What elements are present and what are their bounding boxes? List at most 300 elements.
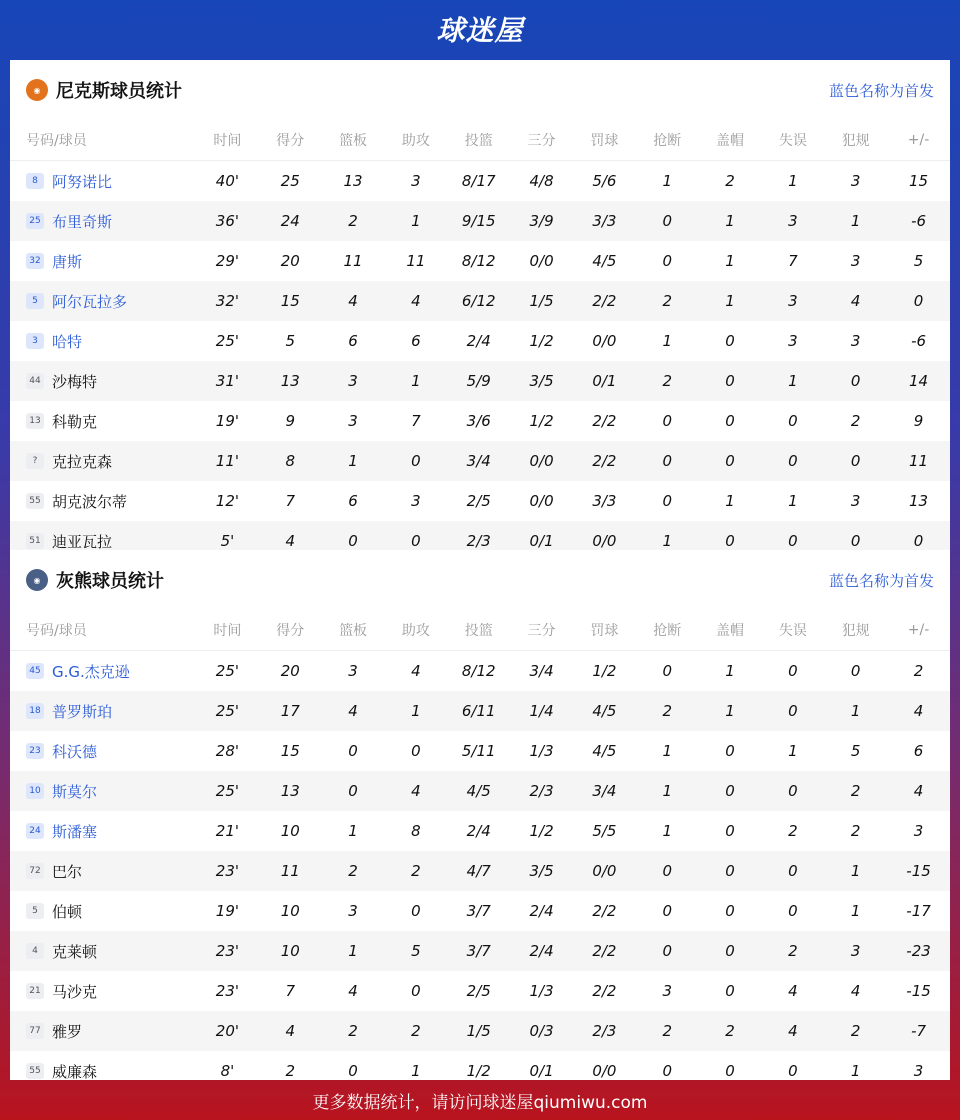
table-row: [10, 771, 950, 811]
stat-cell: 1: [725, 252, 735, 270]
stat-cell: 0: [699, 851, 762, 891]
stat-cell: 0: [887, 281, 950, 321]
column-header: 盖帽: [699, 610, 762, 651]
table-row: [10, 201, 950, 241]
column-header: 失误: [761, 610, 824, 651]
stat-cell: 5/9: [447, 361, 510, 401]
stat-cell: 23': [196, 931, 259, 971]
stat-cell: 2/2: [592, 982, 617, 1000]
stat-cell: 0: [725, 902, 735, 920]
stat-cell: 2: [761, 931, 824, 971]
column-header: 时间: [196, 610, 259, 651]
stat-cell: 3: [850, 492, 861, 510]
column-header: 抢断: [636, 610, 699, 651]
stat-cell: 15: [280, 742, 300, 760]
player-cell: [10, 481, 196, 521]
stat-cell: 0/0: [529, 252, 554, 270]
stat-cell: 3: [850, 172, 861, 190]
stat-cell: 4: [761, 1011, 824, 1051]
jersey-number: 3: [26, 333, 44, 349]
jersey-number: 23: [26, 743, 44, 759]
jersey-number: 55: [26, 1063, 44, 1079]
stat-cell: 0: [824, 441, 887, 481]
stat-cell: 29': [215, 252, 240, 270]
jersey-number: 13: [26, 413, 44, 429]
jersey-number: 5: [26, 903, 44, 919]
stat-cell: 5/11: [461, 742, 496, 760]
player-cell: [10, 811, 196, 851]
stat-cell: 14: [887, 361, 950, 401]
footer-link[interactable]: 更多数据统计，请访问球迷屋qiumiwu.com: [312, 1092, 648, 1113]
stat-cell: 11: [259, 851, 322, 891]
jersey-number: 10: [26, 783, 44, 799]
stat-cell: 3: [850, 332, 861, 350]
stat-cell: 11': [196, 441, 259, 481]
column-header: 盖帽: [699, 120, 762, 161]
column-header: 罚球: [573, 120, 636, 161]
stat-cell: 31': [196, 361, 259, 401]
column-header: 罚球: [573, 610, 636, 651]
jersey-number: ?: [26, 453, 44, 469]
player-cell: [10, 441, 196, 481]
stat-cell: 1: [662, 742, 672, 760]
stat-cell: 0: [824, 521, 887, 561]
stat-cell: 2: [824, 1011, 887, 1051]
stat-cell: 2: [850, 822, 861, 840]
stat-cell: 11: [343, 252, 363, 270]
table-row: [10, 731, 950, 771]
table-row: [10, 971, 950, 1011]
stat-cell: 0/0: [592, 1062, 617, 1080]
player-cell: [10, 281, 196, 321]
stat-cell: 4/5: [447, 771, 510, 811]
stat-cell: 20: [280, 252, 300, 270]
stat-cell: 11: [887, 441, 950, 481]
stat-cell: 2/3: [510, 771, 573, 811]
column-header: 抢断: [636, 120, 699, 161]
player-name[interactable]: 科勒克: [52, 412, 98, 431]
stat-cell: 3: [824, 931, 887, 971]
stat-cell: 3: [348, 902, 358, 920]
player-cell: [10, 731, 196, 771]
stat-cell: 3/3: [573, 201, 636, 241]
stat-cell: 2/4: [510, 931, 573, 971]
stat-cell: 6: [913, 742, 924, 760]
panel-header: [10, 550, 950, 610]
stat-cell: 1: [636, 521, 699, 561]
stat-cell: 4/8: [529, 172, 554, 190]
player-cell: [10, 851, 196, 891]
stat-cell: 1: [699, 281, 762, 321]
jersey-number: 72: [26, 863, 44, 879]
jersey-number: 51: [26, 533, 44, 549]
stat-cell: 1: [824, 851, 887, 891]
stat-cell: 20: [280, 662, 300, 680]
stat-cell: 5: [384, 931, 447, 971]
stat-cell: 1: [725, 662, 735, 680]
column-header: 篮板: [322, 610, 385, 651]
stat-cell: -17: [906, 902, 931, 920]
player-cell: [10, 241, 196, 281]
stat-cell: 3: [322, 361, 385, 401]
panel-header: [10, 60, 950, 120]
player-cell: [10, 361, 196, 401]
stat-cell: -15: [887, 851, 950, 891]
stat-cell: 1: [824, 201, 887, 241]
stat-cell: 4: [259, 521, 322, 561]
stat-cell: 2: [725, 172, 735, 190]
stat-cell: 1/3: [529, 742, 554, 760]
stat-cell: 2/2: [592, 902, 617, 920]
player-stats-table: [10, 120, 950, 561]
stat-cell: 10: [280, 902, 300, 920]
stat-cell: 0: [322, 521, 385, 561]
stat-cell: 2/4: [529, 902, 554, 920]
stat-cell: 0: [788, 412, 798, 430]
stat-cell: 0: [725, 412, 735, 430]
player-name[interactable]: 斯潘塞: [52, 822, 98, 841]
stat-cell: 1/5: [510, 281, 573, 321]
stat-cell: 0: [411, 982, 421, 1000]
stat-cell: 25': [196, 771, 259, 811]
stat-cell: 6/12: [447, 281, 510, 321]
stat-cell: 40': [215, 172, 240, 190]
stat-cell: 0: [699, 771, 762, 811]
table-row: [10, 931, 950, 971]
table-row: [10, 811, 950, 851]
player-name[interactable]: 伯顿: [52, 902, 83, 921]
player-name[interactable]: 沙梅特: [52, 372, 98, 391]
stat-cell: 1/2: [529, 332, 554, 350]
table-row: [10, 401, 950, 441]
stat-cell: 0: [636, 201, 699, 241]
stat-cell: 3: [761, 201, 824, 241]
stat-cell: 1: [662, 172, 672, 190]
stat-cell: 2/5: [466, 492, 491, 510]
column-header: 号码/球员: [10, 120, 196, 161]
player-name[interactable]: 唐斯: [52, 252, 83, 271]
jersey-number: 8: [26, 173, 44, 189]
stat-cell: 1: [850, 902, 861, 920]
stat-cell: -7: [887, 1011, 950, 1051]
stat-cell: 0: [887, 521, 950, 561]
player-cell: [10, 201, 196, 241]
stat-cell: 2/4: [466, 822, 491, 840]
jersey-number: 45: [26, 663, 44, 679]
stat-cell: 1: [411, 1062, 421, 1080]
stat-cell: 4/7: [447, 851, 510, 891]
stat-cell: 2: [850, 412, 861, 430]
stat-cell: 6: [411, 332, 421, 350]
table-row: [10, 281, 950, 321]
stat-cell: 0: [725, 742, 735, 760]
stat-cell: 3: [348, 412, 358, 430]
stat-cell: 1: [824, 691, 887, 731]
stat-cell: 0: [348, 742, 358, 760]
stat-cell: 2: [699, 1011, 762, 1051]
player-name[interactable]: 布里奇斯: [52, 212, 113, 231]
stat-cell: 0/3: [510, 1011, 573, 1051]
column-header: 得分: [259, 610, 322, 651]
stat-cell: 0: [725, 982, 735, 1000]
stat-cell: 0: [636, 441, 699, 481]
stat-cell: 2/2: [592, 412, 617, 430]
stat-cell: 12': [215, 492, 240, 510]
stat-cell: 13: [259, 771, 322, 811]
stat-cell: 0: [384, 441, 447, 481]
stat-cell: 2: [322, 851, 385, 891]
player-cell: [10, 1011, 196, 1051]
team-title: 灰熊球员统计: [56, 571, 164, 592]
stat-cell: 2: [322, 1011, 385, 1051]
stat-cell: 13: [259, 361, 322, 401]
stat-cell: 4: [850, 982, 861, 1000]
stat-cell: 0: [761, 521, 824, 561]
table-row: [10, 361, 950, 401]
stat-cell: 1/4: [510, 691, 573, 731]
stat-cell: -6: [911, 332, 927, 350]
stat-cell: 7: [411, 412, 421, 430]
stat-cell: 5/5: [592, 822, 617, 840]
stat-cell: 2/5: [466, 982, 491, 1000]
stat-cell: 0: [384, 521, 447, 561]
table-row: [10, 851, 950, 891]
jersey-number: 21: [26, 983, 44, 999]
stat-cell: -6: [887, 201, 950, 241]
stat-cell: 8': [220, 1062, 235, 1080]
stat-cell: 0: [662, 662, 672, 680]
player-name[interactable]: G.G.杰克逊: [52, 662, 130, 681]
column-header: 助攻: [384, 610, 447, 651]
player-name[interactable]: 巴尔: [52, 862, 83, 881]
player-cell: [10, 691, 196, 731]
player-name[interactable]: 克拉克森: [52, 452, 113, 471]
stat-cell: 15: [259, 281, 322, 321]
stat-cell: 0: [662, 252, 672, 270]
stat-cell: 19': [215, 902, 240, 920]
stat-cell: 0: [725, 332, 735, 350]
stat-cell: 5': [196, 521, 259, 561]
player-name[interactable]: 普罗斯珀: [52, 702, 113, 721]
stat-cell: 8/12: [461, 252, 496, 270]
stat-cell: 0/1: [529, 1062, 554, 1080]
stat-cell: 1: [699, 691, 762, 731]
player-cell: [10, 931, 196, 971]
column-header: 助攻: [384, 120, 447, 161]
stat-cell: 2: [384, 851, 447, 891]
stat-cell: 3/7: [447, 931, 510, 971]
column-header: 号码/球员: [10, 610, 196, 651]
grizzlies-panel: [10, 550, 950, 1080]
stat-cell: 3/6: [466, 412, 491, 430]
stat-cell: 4: [259, 1011, 322, 1051]
column-header: 时间: [196, 120, 259, 161]
stat-cell: -23: [887, 931, 950, 971]
column-header: +/-: [887, 610, 950, 651]
stat-cell: 4: [411, 662, 421, 680]
jersey-number: 44: [26, 373, 44, 389]
stat-cell: 0: [725, 1062, 735, 1080]
stat-cell: 4: [322, 691, 385, 731]
stat-cell: 0: [699, 931, 762, 971]
player-name[interactable]: 克莱顿: [52, 942, 98, 961]
stat-cell: 1/5: [447, 1011, 510, 1051]
player-name[interactable]: 迪亚瓦拉: [52, 532, 113, 551]
column-header: +/-: [887, 120, 950, 161]
jersey-number: 4: [26, 943, 44, 959]
stat-cell: 1: [662, 822, 672, 840]
stat-cell: 21': [215, 822, 240, 840]
stat-cell: 1: [384, 691, 447, 731]
stat-cell: 1/3: [529, 982, 554, 1000]
player-name[interactable]: 阿努诺比: [52, 172, 113, 191]
table-row: [10, 891, 950, 931]
stat-cell: 1: [725, 492, 735, 510]
stat-cell: 32': [196, 281, 259, 321]
stat-cell: 0: [636, 931, 699, 971]
stat-cell: 0: [411, 742, 421, 760]
stat-cell: 0: [788, 1062, 798, 1080]
stat-cell: 0/0: [573, 851, 636, 891]
stat-cell: 0/1: [510, 521, 573, 561]
stat-cell: 2/2: [573, 931, 636, 971]
player-name[interactable]: 马沙克: [52, 982, 98, 1001]
stat-cell: 13: [909, 492, 929, 510]
table-row: [10, 1011, 950, 1051]
stat-cell: 2: [913, 662, 924, 680]
stat-cell: 10: [259, 931, 322, 971]
jersey-number: 55: [26, 493, 44, 509]
stat-cell: 1: [788, 172, 798, 190]
stat-cell: 1: [348, 822, 358, 840]
stat-cell: 1: [699, 201, 762, 241]
stat-cell: 6: [348, 492, 358, 510]
stat-cell: 8: [259, 441, 322, 481]
stat-cell: 20': [196, 1011, 259, 1051]
stat-cell: 11: [406, 252, 426, 270]
column-header: 犯规: [824, 120, 887, 161]
stat-cell: 3/4: [447, 441, 510, 481]
stat-cell: 2: [788, 822, 798, 840]
jersey-number: 18: [26, 703, 44, 719]
column-header: 投篮: [447, 120, 510, 161]
stat-cell: 5/6: [592, 172, 617, 190]
stat-cell: 19': [215, 412, 240, 430]
stat-cell: 9: [913, 412, 924, 430]
stat-cell: 1: [384, 201, 447, 241]
stat-cell: 6: [348, 332, 358, 350]
stat-cell: 0/1: [573, 361, 636, 401]
stat-cell: 3/7: [466, 902, 491, 920]
player-name[interactable]: 威廉森: [52, 1062, 98, 1081]
player-name[interactable]: 哈特: [52, 332, 83, 351]
stat-cell: 3: [913, 822, 924, 840]
stat-cell: 1: [322, 931, 385, 971]
jersey-number: 24: [26, 823, 44, 839]
stat-cell: 5: [850, 742, 861, 760]
stat-cell: 0/0: [529, 492, 554, 510]
player-name[interactable]: 雅罗: [52, 1022, 83, 1041]
player-cell: [10, 771, 196, 811]
stat-cell: 0: [725, 822, 735, 840]
player-cell: [10, 161, 196, 202]
stat-cell: 25': [215, 332, 240, 350]
stat-cell: 8: [411, 822, 421, 840]
stat-cell: 0: [761, 771, 824, 811]
player-cell: [10, 401, 196, 441]
jersey-number: 77: [26, 1023, 44, 1039]
stat-cell: 4/5: [573, 691, 636, 731]
stat-cell: 7: [788, 252, 798, 270]
table-row: [10, 441, 950, 481]
stat-cell: 3: [788, 332, 798, 350]
stat-cell: 2: [636, 361, 699, 401]
knicks-logo-icon: ◉: [26, 79, 48, 101]
stat-cell: 0: [348, 1062, 358, 1080]
stat-cell: 3: [662, 982, 672, 1000]
team-title: 尼克斯球员统计: [56, 81, 182, 102]
stat-cell: 36': [196, 201, 259, 241]
stat-cell: 0: [788, 902, 798, 920]
column-header: 三分: [510, 120, 573, 161]
player-name[interactable]: 科沃德: [52, 742, 98, 761]
stat-cell: 23': [196, 851, 259, 891]
column-header: 得分: [259, 120, 322, 161]
stat-cell: 0: [662, 1062, 672, 1080]
column-header: 三分: [510, 610, 573, 651]
column-header: 犯规: [824, 610, 887, 651]
column-header: 篮板: [322, 120, 385, 161]
stat-cell: 2: [285, 1062, 296, 1080]
player-name[interactable]: 阿尔瓦拉多: [52, 292, 128, 311]
stat-cell: 8/12: [461, 662, 496, 680]
stat-cell: 6/11: [447, 691, 510, 731]
column-header: 失误: [761, 120, 824, 161]
stat-cell: 2: [636, 691, 699, 731]
stat-cell: 1: [850, 1062, 861, 1080]
stat-cell: 1: [384, 361, 447, 401]
stat-cell: 1: [636, 771, 699, 811]
stat-cell: 3: [761, 281, 824, 321]
brand-logo: 球迷屋: [436, 14, 524, 47]
player-name[interactable]: 斯莫尔: [52, 782, 98, 801]
stat-cell: 0: [699, 361, 762, 401]
stat-cell: 2: [384, 1011, 447, 1051]
stat-cell: 0: [636, 851, 699, 891]
stat-cell: 3: [411, 492, 421, 510]
stat-cell: 0: [411, 902, 421, 920]
stat-cell: 3/4: [573, 771, 636, 811]
stat-cell: 13: [343, 172, 363, 190]
stat-cell: 4/5: [592, 252, 617, 270]
table-row: [10, 321, 950, 361]
table-row: [10, 161, 950, 202]
stat-cell: 10: [280, 822, 300, 840]
stat-cell: 0/0: [592, 332, 617, 350]
stat-cell: 2: [636, 281, 699, 321]
player-name[interactable]: 胡克波尔蒂: [52, 492, 128, 511]
stat-cell: 4: [824, 281, 887, 321]
player-cell: [10, 971, 196, 1011]
stat-cell: 25': [215, 662, 240, 680]
player-stats-table: [10, 610, 950, 1091]
stat-cell: 4: [348, 982, 358, 1000]
stat-cell: 2: [322, 201, 385, 241]
stat-cell: 0: [662, 902, 672, 920]
stat-cell: 25': [196, 691, 259, 731]
stat-cell: 23': [215, 982, 240, 1000]
stat-cell: 5: [285, 332, 296, 350]
